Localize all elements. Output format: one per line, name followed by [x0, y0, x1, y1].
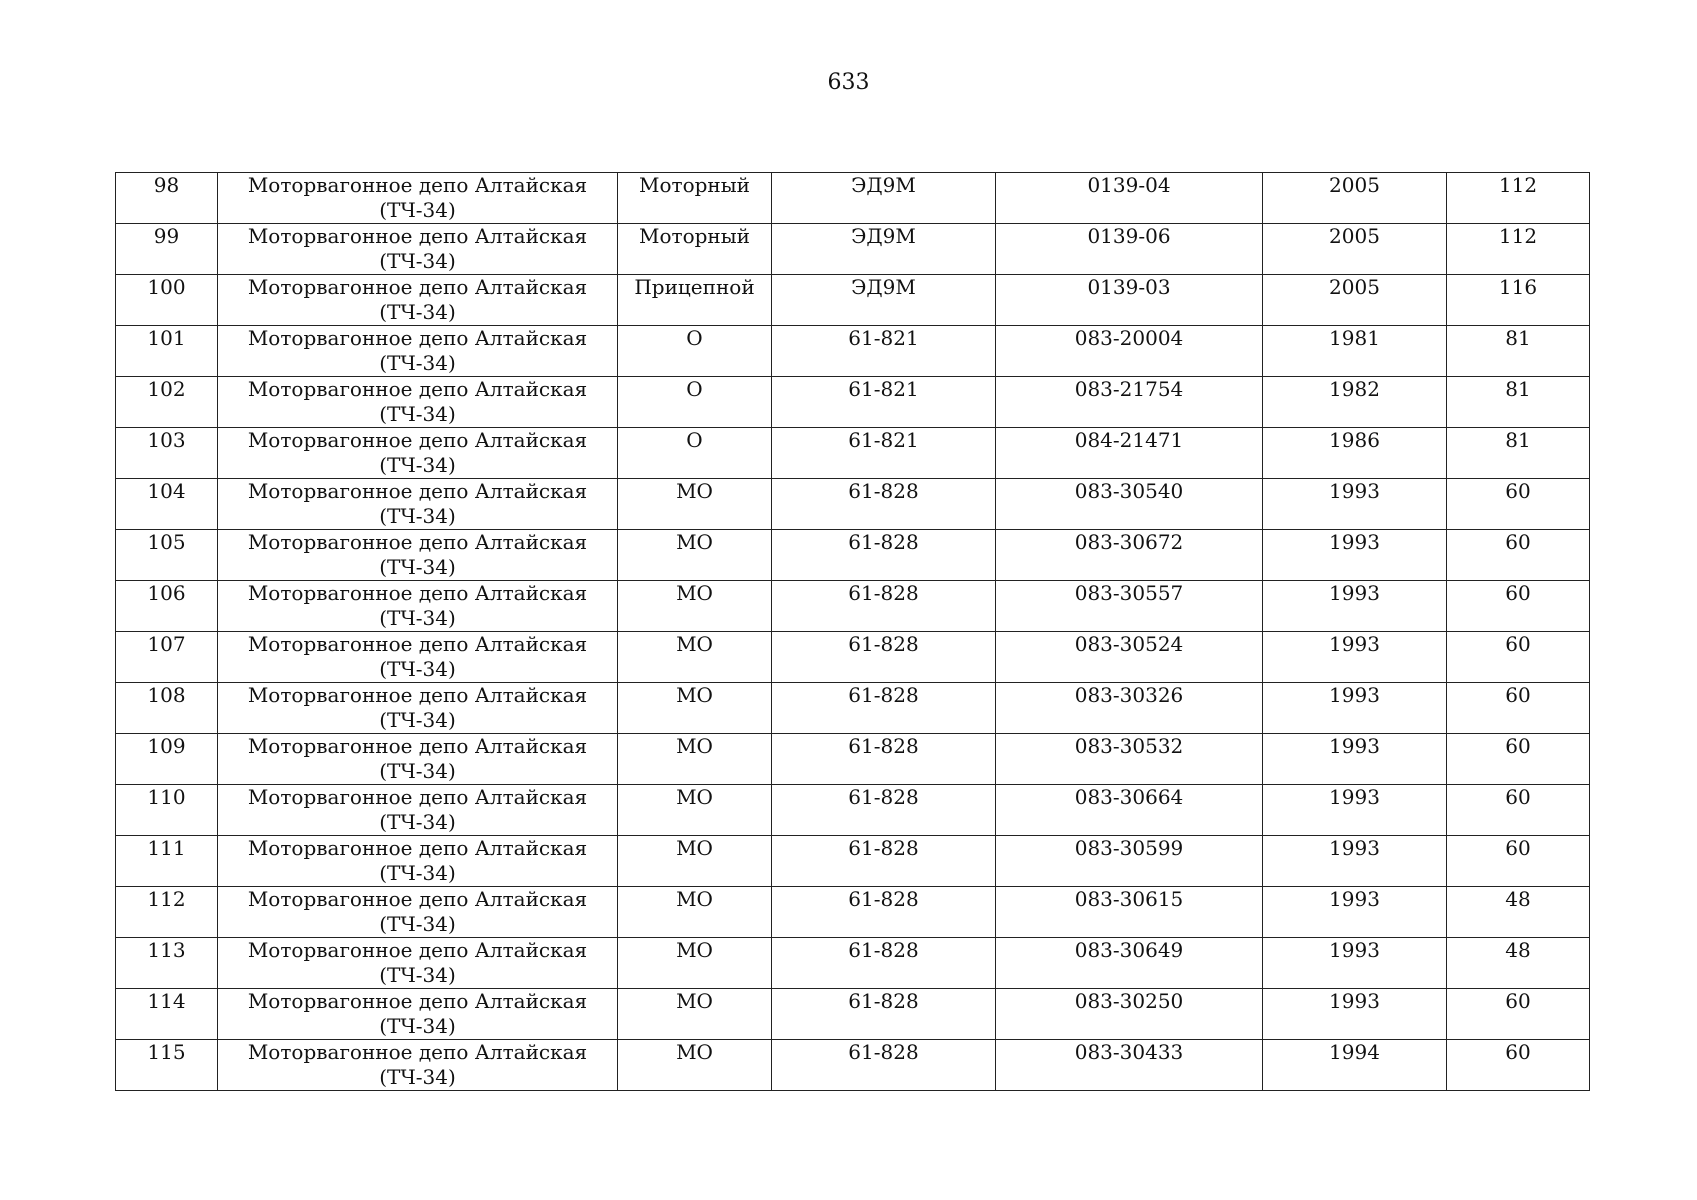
cell-year-text: 1993	[1329, 581, 1380, 605]
cell-model-text: 61-828	[848, 581, 919, 605]
cell-year	[1263, 173, 1447, 224]
cell-model	[772, 683, 996, 734]
cell-car-type-text: О	[686, 377, 703, 401]
cell-serial-number	[996, 887, 1263, 938]
cell-year	[1263, 938, 1447, 989]
cell-number	[116, 581, 218, 632]
cell-value-text: 60	[1505, 836, 1531, 860]
cell-depot-text: Моторвагонное депо Алтайская (ТЧ-34)	[247, 275, 588, 324]
cell-year-text: 1993	[1329, 734, 1380, 758]
cell-depot-text: Моторвагонное депо Алтайская (ТЧ-34)	[247, 836, 588, 885]
cell-number	[116, 224, 218, 275]
cell-depot-text: Моторвагонное депо Алтайская (ТЧ-34)	[247, 989, 588, 1038]
cell-value-text: 60	[1505, 530, 1531, 554]
cell-depot	[218, 428, 618, 479]
cell-model-text: 61-828	[848, 479, 919, 503]
cell-serial-number-text: 083-30615	[1074, 887, 1184, 911]
cell-depot	[218, 683, 618, 734]
cell-car-type	[618, 938, 772, 989]
cell-serial-number-text: 084-21471	[1074, 428, 1184, 452]
table-row	[116, 734, 1590, 785]
cell-car-type	[618, 377, 772, 428]
cell-number-text: 101	[147, 326, 186, 350]
cell-depot	[218, 836, 618, 887]
cell-model	[772, 479, 996, 530]
cell-serial-number-text: 083-30250	[1074, 989, 1184, 1013]
cell-depot	[218, 326, 618, 377]
table-container	[115, 172, 1589, 1091]
table-row	[116, 224, 1590, 275]
cell-number	[116, 275, 218, 326]
cell-depot-text: Моторвагонное депо Алтайская (ТЧ-34)	[247, 581, 588, 630]
cell-year	[1263, 275, 1447, 326]
cell-depot	[218, 785, 618, 836]
cell-serial-number	[996, 173, 1263, 224]
cell-value	[1447, 377, 1590, 428]
cell-depot	[218, 530, 618, 581]
cell-value	[1447, 632, 1590, 683]
cell-number	[116, 326, 218, 377]
cell-year	[1263, 530, 1447, 581]
cell-value	[1447, 785, 1590, 836]
cell-car-type-text: МО	[676, 479, 713, 503]
cell-car-type-text: О	[686, 326, 703, 350]
cell-value-text: 60	[1505, 734, 1531, 758]
cell-year-text: 1993	[1329, 938, 1380, 962]
cell-depot	[218, 377, 618, 428]
cell-serial-number-text: 0139-03	[1087, 275, 1171, 299]
table-row	[116, 377, 1590, 428]
cell-serial-number	[996, 683, 1263, 734]
cell-value-text: 116	[1498, 275, 1538, 299]
cell-number-text: 110	[147, 785, 186, 809]
cell-value-text: 60	[1505, 479, 1531, 503]
cell-model	[772, 530, 996, 581]
cell-model-text: 61-828	[848, 734, 919, 758]
cell-year	[1263, 581, 1447, 632]
table-row	[116, 479, 1590, 530]
cell-year-text: 1981	[1329, 326, 1380, 350]
cell-model	[772, 836, 996, 887]
cell-value	[1447, 938, 1590, 989]
cell-value	[1447, 836, 1590, 887]
cell-serial-number	[996, 989, 1263, 1040]
cell-serial-number	[996, 530, 1263, 581]
cell-number-text: 99	[153, 224, 180, 248]
table-row	[116, 836, 1590, 887]
cell-car-type-text: МО	[676, 1040, 713, 1064]
table-row	[116, 887, 1590, 938]
cell-number	[116, 734, 218, 785]
cell-serial-number	[996, 938, 1263, 989]
table-row	[116, 275, 1590, 326]
cell-model	[772, 785, 996, 836]
cell-value	[1447, 428, 1590, 479]
cell-serial-number-text: 083-30532	[1074, 734, 1184, 758]
cell-value	[1447, 173, 1590, 224]
cell-serial-number-text: 083-30599	[1074, 836, 1184, 860]
cell-value-text: 60	[1505, 581, 1531, 605]
data-table	[115, 172, 1590, 1091]
cell-number	[116, 836, 218, 887]
cell-car-type-text: МО	[676, 836, 713, 860]
table-row	[116, 173, 1590, 224]
cell-car-type-text: МО	[676, 530, 713, 554]
cell-value-text: 48	[1505, 938, 1531, 962]
cell-model	[772, 938, 996, 989]
cell-serial-number	[996, 428, 1263, 479]
cell-model	[772, 428, 996, 479]
cell-value	[1447, 530, 1590, 581]
cell-depot-text: Моторвагонное депо Алтайская (ТЧ-34)	[247, 479, 588, 528]
cell-value	[1447, 887, 1590, 938]
table-row	[116, 683, 1590, 734]
cell-year-text: 1993	[1329, 479, 1380, 503]
cell-car-type	[618, 836, 772, 887]
table-row	[116, 326, 1590, 377]
cell-year-text: 1993	[1329, 530, 1380, 554]
cell-serial-number	[996, 326, 1263, 377]
cell-number-text: 104	[147, 479, 186, 503]
cell-car-type	[618, 785, 772, 836]
cell-model-text: 61-828	[848, 887, 919, 911]
cell-year-text: 2005	[1329, 173, 1380, 197]
cell-value-text: 60	[1505, 632, 1531, 656]
cell-car-type-text: МО	[676, 632, 713, 656]
cell-value	[1447, 224, 1590, 275]
cell-serial-number	[996, 836, 1263, 887]
table-row	[116, 530, 1590, 581]
cell-model-text: 61-821	[848, 377, 919, 401]
cell-serial-number-text: 0139-06	[1087, 224, 1171, 248]
cell-depot-text: Моторвагонное депо Алтайская (ТЧ-34)	[247, 734, 588, 783]
cell-year-text: 1986	[1329, 428, 1380, 452]
cell-car-type-text: МО	[676, 581, 713, 605]
table-row	[116, 632, 1590, 683]
cell-number-text: 105	[147, 530, 186, 554]
cell-number	[116, 938, 218, 989]
cell-year-text: 1993	[1329, 836, 1380, 860]
cell-value-text: 81	[1505, 377, 1531, 401]
cell-depot	[218, 275, 618, 326]
cell-car-type-text: МО	[676, 887, 713, 911]
cell-model	[772, 224, 996, 275]
cell-year	[1263, 224, 1447, 275]
cell-number-text: 107	[147, 632, 186, 656]
cell-value	[1447, 989, 1590, 1040]
cell-number	[116, 479, 218, 530]
cell-car-type	[618, 326, 772, 377]
cell-depot	[218, 887, 618, 938]
cell-serial-number	[996, 785, 1263, 836]
cell-number-text: 113	[147, 938, 186, 962]
cell-car-type	[618, 530, 772, 581]
cell-year-text: 1994	[1329, 1040, 1380, 1064]
cell-model	[772, 173, 996, 224]
cell-value-text: 60	[1505, 1040, 1531, 1064]
table-row	[116, 989, 1590, 1040]
cell-year	[1263, 887, 1447, 938]
cell-model-text: 61-828	[848, 683, 919, 707]
cell-car-type	[618, 479, 772, 530]
cell-depot-text: Моторвагонное депо Алтайская (ТЧ-34)	[247, 683, 588, 732]
cell-value-text: 48	[1505, 887, 1531, 911]
cell-number-text: 103	[147, 428, 186, 452]
cell-model-text: 61-821	[848, 326, 919, 350]
cell-serial-number-text: 083-30672	[1074, 530, 1184, 554]
cell-year-text: 1993	[1329, 785, 1380, 809]
cell-value-text: 112	[1498, 224, 1538, 248]
cell-year	[1263, 785, 1447, 836]
cell-value-text: 60	[1505, 785, 1531, 809]
cell-car-type	[618, 632, 772, 683]
cell-year	[1263, 734, 1447, 785]
cell-depot-text: Моторвагонное депо Алтайская (ТЧ-34)	[247, 428, 588, 477]
cell-value	[1447, 275, 1590, 326]
cell-model-text: ЭД9М	[851, 275, 916, 299]
cell-value	[1447, 326, 1590, 377]
cell-year-text: 2005	[1329, 275, 1380, 299]
cell-car-type	[618, 734, 772, 785]
cell-year-text: 1993	[1329, 887, 1380, 911]
cell-year	[1263, 836, 1447, 887]
cell-car-type-text: МО	[676, 683, 713, 707]
cell-serial-number-text: 083-30540	[1074, 479, 1184, 503]
cell-serial-number	[996, 1040, 1263, 1091]
cell-car-type-text: МО	[676, 989, 713, 1013]
cell-value	[1447, 479, 1590, 530]
cell-car-type	[618, 989, 772, 1040]
cell-year	[1263, 1040, 1447, 1091]
cell-model	[772, 581, 996, 632]
cell-model	[772, 275, 996, 326]
cell-serial-number-text: 083-20004	[1074, 326, 1184, 350]
cell-depot	[218, 581, 618, 632]
cell-year-text: 1993	[1329, 683, 1380, 707]
cell-year	[1263, 989, 1447, 1040]
table-row	[116, 428, 1590, 479]
cell-number-text: 102	[147, 377, 186, 401]
cell-number-text: 109	[147, 734, 186, 758]
table-row	[116, 785, 1590, 836]
table-row	[116, 938, 1590, 989]
cell-model-text: 61-821	[848, 428, 919, 452]
cell-car-type-text: Моторный	[638, 173, 750, 197]
cell-year	[1263, 428, 1447, 479]
cell-model	[772, 1040, 996, 1091]
cell-number	[116, 530, 218, 581]
cell-serial-number	[996, 581, 1263, 632]
cell-depot-text: Моторвагонное депо Алтайская (ТЧ-34)	[247, 377, 588, 426]
cell-depot	[218, 479, 618, 530]
cell-serial-number	[996, 632, 1263, 683]
cell-serial-number-text: 083-30524	[1074, 632, 1184, 656]
table-row	[116, 1040, 1590, 1091]
cell-value-text: 112	[1498, 173, 1538, 197]
cell-year	[1263, 683, 1447, 734]
cell-car-type-text: Прицепной	[634, 275, 755, 299]
cell-number-text: 111	[147, 836, 186, 860]
cell-year-text: 2005	[1329, 224, 1380, 248]
cell-depot-text: Моторвагонное депо Алтайская (ТЧ-34)	[247, 326, 588, 375]
cell-depot-text: Моторвагонное депо Алтайская (ТЧ-34)	[247, 530, 588, 579]
cell-depot	[218, 1040, 618, 1091]
cell-year	[1263, 479, 1447, 530]
cell-model	[772, 887, 996, 938]
cell-model-text: 61-828	[848, 1040, 919, 1064]
cell-serial-number	[996, 275, 1263, 326]
cell-serial-number-text: 083-30664	[1074, 785, 1184, 809]
cell-serial-number	[996, 377, 1263, 428]
cell-depot	[218, 938, 618, 989]
cell-serial-number-text: 083-30557	[1074, 581, 1184, 605]
cell-car-type-text: МО	[676, 734, 713, 758]
cell-car-type-text: МО	[676, 938, 713, 962]
cell-serial-number	[996, 734, 1263, 785]
cell-number	[116, 683, 218, 734]
cell-depot-text: Моторвагонное депо Алтайская (ТЧ-34)	[247, 785, 588, 834]
cell-depot-text: Моторвагонное депо Алтайская (ТЧ-34)	[247, 173, 588, 222]
cell-value-text: 81	[1505, 428, 1531, 452]
cell-number-text: 115	[147, 1040, 186, 1064]
cell-value-text: 60	[1505, 683, 1531, 707]
cell-model	[772, 326, 996, 377]
cell-number-text: 100	[147, 275, 186, 299]
cell-number	[116, 428, 218, 479]
cell-year	[1263, 632, 1447, 683]
cell-car-type-text: О	[686, 428, 703, 452]
cell-depot-text: Моторвагонное депо Алтайская (ТЧ-34)	[247, 938, 588, 987]
cell-depot	[218, 989, 618, 1040]
cell-model-text: ЭД9М	[851, 224, 916, 248]
cell-model-text: ЭД9М	[851, 173, 916, 197]
cell-number-text: 108	[147, 683, 186, 707]
cell-model	[772, 632, 996, 683]
cell-depot	[218, 632, 618, 683]
cell-serial-number-text: 083-30649	[1074, 938, 1184, 962]
table-row	[116, 581, 1590, 632]
cell-depot	[218, 734, 618, 785]
cell-depot	[218, 224, 618, 275]
cell-depot-text: Моторвагонное депо Алтайская (ТЧ-34)	[247, 224, 588, 273]
cell-model	[772, 734, 996, 785]
cell-model-text: 61-828	[848, 938, 919, 962]
cell-car-type	[618, 275, 772, 326]
cell-number	[116, 377, 218, 428]
cell-year-text: 1993	[1329, 632, 1380, 656]
cell-number	[116, 785, 218, 836]
cell-number	[116, 989, 218, 1040]
cell-model-text: 61-828	[848, 989, 919, 1013]
cell-number	[116, 632, 218, 683]
cell-number	[116, 1040, 218, 1091]
cell-model-text: 61-828	[848, 836, 919, 860]
table-body	[116, 173, 1590, 1091]
cell-car-type	[618, 173, 772, 224]
cell-serial-number	[996, 224, 1263, 275]
cell-serial-number-text: 0139-04	[1087, 173, 1171, 197]
cell-value-text: 81	[1505, 326, 1531, 350]
cell-number-text: 98	[153, 173, 180, 197]
cell-year-text: 1993	[1329, 989, 1380, 1013]
cell-number-text: 112	[147, 887, 186, 911]
cell-serial-number	[996, 479, 1263, 530]
cell-depot-text: Моторвагонное депо Алтайская (ТЧ-34)	[247, 632, 588, 681]
cell-car-type	[618, 224, 772, 275]
cell-number	[116, 887, 218, 938]
cell-number-text: 106	[147, 581, 186, 605]
cell-car-type	[618, 887, 772, 938]
cell-value-text: 60	[1505, 989, 1531, 1013]
cell-serial-number-text: 083-21754	[1074, 377, 1184, 401]
cell-year	[1263, 326, 1447, 377]
cell-value	[1447, 734, 1590, 785]
cell-number-text: 114	[147, 989, 186, 1013]
cell-model	[772, 989, 996, 1040]
cell-value	[1447, 1040, 1590, 1091]
cell-car-type	[618, 1040, 772, 1091]
cell-model-text: 61-828	[848, 785, 919, 809]
cell-value	[1447, 683, 1590, 734]
cell-car-type	[618, 581, 772, 632]
cell-number	[116, 173, 218, 224]
cell-year	[1263, 377, 1447, 428]
cell-depot-text: Моторвагонное депо Алтайская (ТЧ-34)	[247, 887, 588, 936]
cell-car-type	[618, 683, 772, 734]
cell-car-type-text: Моторный	[638, 224, 750, 248]
cell-car-type-text: МО	[676, 785, 713, 809]
cell-value	[1447, 581, 1590, 632]
cell-car-type	[618, 428, 772, 479]
cell-depot-text: Моторвагонное депо Алтайская (ТЧ-34)	[247, 1040, 588, 1089]
cell-serial-number-text: 083-30433	[1074, 1040, 1184, 1064]
cell-year-text: 1982	[1329, 377, 1380, 401]
cell-depot	[218, 173, 618, 224]
cell-serial-number-text: 083-30326	[1074, 683, 1184, 707]
page-number: 633	[827, 70, 870, 95]
cell-model	[772, 377, 996, 428]
cell-model-text: 61-828	[848, 530, 919, 554]
cell-model-text: 61-828	[848, 632, 919, 656]
